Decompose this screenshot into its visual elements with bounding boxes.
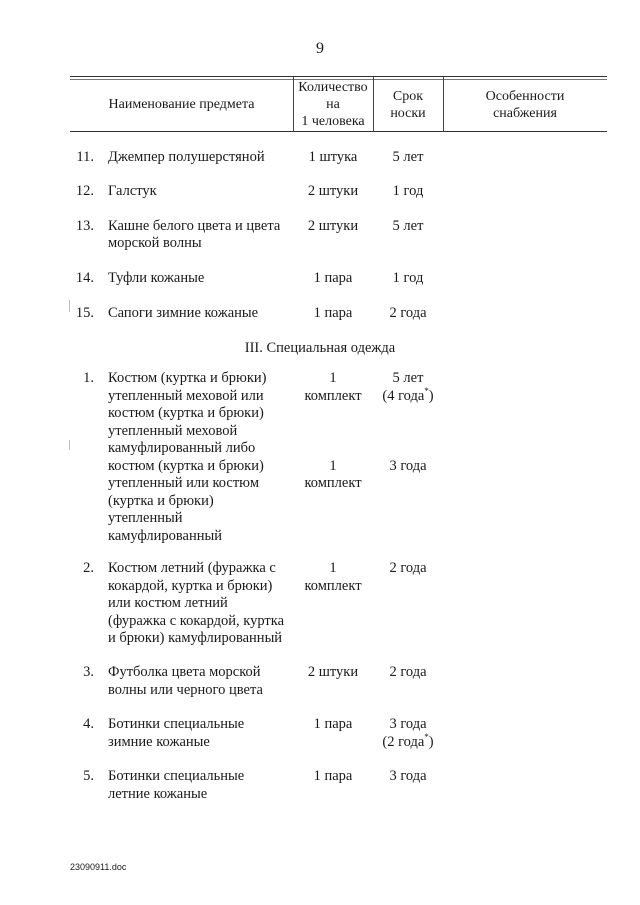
item-quantity: 2 штуки	[307, 183, 359, 199]
item-term: 2 года	[389, 305, 427, 321]
item-quantity: 1 пара	[313, 716, 353, 732]
item-quantity: комплект	[304, 577, 362, 594]
header-name: Наименование предмета	[108, 97, 255, 112]
item-name: Костюм (куртка и брюки)	[108, 370, 267, 386]
item-quantity: 1	[329, 457, 337, 474]
item-name: утепленный меховой или	[108, 387, 264, 404]
header-quantity-line: Количество	[298, 80, 368, 95]
item-name: костюм (куртка и брюки)	[108, 405, 264, 421]
item-term: 5 лет	[392, 149, 424, 165]
row-number: 15.	[75, 305, 94, 321]
row-number: 1.	[83, 370, 94, 386]
item-name: Костюм летний (фуражка с	[108, 560, 276, 576]
scan-mark	[69, 300, 70, 312]
item-quantity: 1	[329, 370, 337, 386]
row-number: 2.	[83, 560, 94, 576]
item-term: 3 года	[389, 457, 427, 474]
item-name: утепленный меховой	[108, 422, 238, 439]
row-number: 14.	[75, 270, 94, 286]
item-name: костюм (куртка и брюки)	[108, 457, 264, 474]
row-number: 11.	[76, 149, 94, 165]
item-term: 1 год	[392, 183, 424, 199]
item-name: утепленный или костюм	[108, 475, 259, 491]
row-number: 3.	[83, 664, 94, 680]
header-features	[443, 88, 607, 122]
closing-paren: )	[428, 387, 434, 404]
header-features-line: снабжения	[493, 106, 557, 121]
row-number: 13.	[75, 218, 94, 234]
item-name: Туфли кожаные	[108, 270, 205, 286]
item-term-alt	[373, 385, 443, 406]
scan-mark	[69, 440, 70, 450]
header-quantity	[293, 79, 373, 130]
item-term: 1 год	[392, 270, 424, 286]
item-name: морской волны	[108, 235, 202, 251]
item-quantity: 1	[329, 560, 337, 576]
closing-paren: )	[428, 733, 434, 750]
item-quantity: комплект	[304, 475, 362, 491]
header-term-line: носки	[390, 106, 426, 121]
header-quantity-line: 1 человека	[301, 114, 365, 129]
header-top-rule	[70, 76, 607, 77]
header-features-line: Особенности	[485, 89, 565, 104]
item-term-text: (2 года	[382, 733, 425, 750]
footer-filename: 23090911.doc	[70, 862, 127, 872]
item-term: 2 года	[389, 664, 427, 680]
item-quantity: 1 штука	[308, 149, 358, 165]
item-term: 3 года	[389, 768, 427, 784]
item-name: Сапоги зимние кожаные	[108, 305, 259, 321]
item-quantity: 1 пара	[313, 270, 353, 286]
row-number: 4.	[83, 716, 94, 732]
item-term: 5 лет	[392, 370, 424, 386]
item-name: утепленный	[108, 510, 183, 526]
header-term-line: Срок	[392, 89, 424, 104]
row-number: 12.	[75, 183, 94, 199]
item-term: 5 лет	[392, 218, 424, 234]
footnote-mark: *	[424, 385, 429, 396]
item-name: или костюм летний	[108, 595, 228, 611]
item-name: Джемпер полушерстяной	[108, 149, 265, 165]
row-number: 5.	[83, 768, 94, 784]
item-name: зимние кожаные	[108, 733, 210, 750]
item-quantity: комплект	[304, 387, 362, 404]
item-name: Футболка цвета морской	[108, 664, 261, 680]
item-term: 2 года	[389, 560, 427, 576]
header-quantity-line: на	[326, 97, 340, 112]
footnote-mark: *	[424, 731, 429, 742]
item-quantity: 2 штуки	[307, 664, 359, 680]
header-bottom-rule	[70, 131, 607, 132]
item-name: камуфлированный либо	[108, 440, 256, 456]
item-name: кокардой, куртка и брюки)	[108, 577, 273, 594]
item-name: летние кожаные	[108, 785, 208, 802]
item-quantity: 1 пара	[313, 305, 353, 321]
item-name: Ботинки специальные	[108, 768, 245, 784]
item-name: камуфлированный	[108, 527, 222, 544]
item-name: Ботинки специальные	[108, 716, 245, 732]
header-term	[373, 88, 443, 122]
item-term-text: (4 года	[382, 387, 425, 404]
item-name: Галстук	[108, 183, 157, 199]
item-name: и брюки) камуфлированный	[108, 630, 283, 646]
item-quantity: 2 штуки	[307, 218, 359, 234]
section-title: III. Специальная одежда	[244, 340, 396, 356]
item-name: Кашне белого цвета и цвета	[108, 218, 281, 234]
item-name: (фуражка с кокардой, куртка	[108, 612, 285, 629]
item-term-alt	[373, 731, 443, 752]
item-term: 3 года	[389, 716, 427, 732]
page-number: 9	[316, 40, 324, 57]
item-name: волны или черного цвета	[108, 681, 263, 698]
item-quantity: 1 пара	[313, 768, 353, 784]
item-name: (куртка и брюки)	[108, 492, 214, 509]
